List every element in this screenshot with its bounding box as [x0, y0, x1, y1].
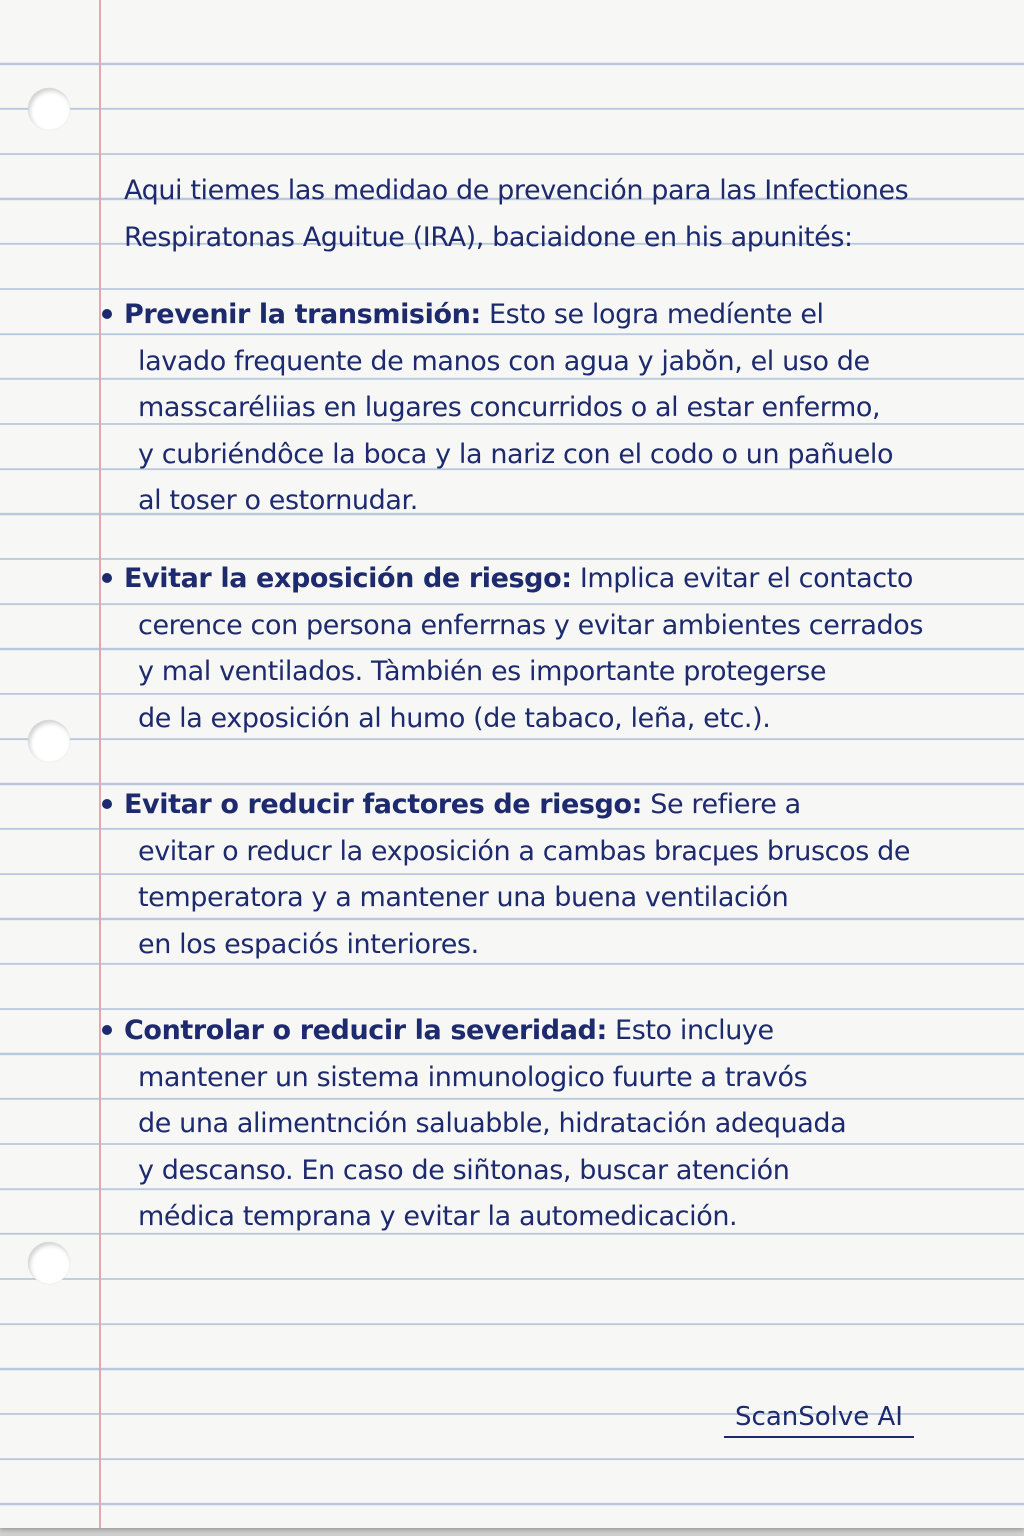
bullet-line: y mal ventilados. Tàmbién es importante protegerse — [138, 656, 827, 687]
bullet-dot-icon — [102, 799, 112, 809]
signature: ScanSolve AI — [724, 1402, 914, 1438]
bullet-text: Se refiere a — [650, 789, 801, 820]
bullet-lead: Prevenir la transmisión: — [124, 299, 481, 330]
bullet-line: médica temprana y evitar la automedicación. — [138, 1201, 738, 1232]
bullet-line: mantener un sistema inmunologico fuurte a travós — [138, 1061, 808, 1093]
bullet-text: Implica evitar el contacto — [579, 563, 913, 594]
bullet-first-line — [92, 292, 972, 339]
bullet-line: al toser o estornudar. — [138, 485, 418, 516]
bullet-first-line — [92, 1008, 972, 1055]
intro-line: Respiratonas Aguitue (IRA), baciaidone en his apunités: — [124, 221, 853, 253]
bullet-item-factores-riesgo — [92, 782, 972, 968]
bullet-lead: Controlar o reducir la severidad: — [124, 1015, 607, 1046]
margin-line — [99, 0, 101, 1528]
bullet-line: cerence con persona enferrnas y evitar ambientes cerrados — [138, 609, 924, 641]
bullet-line: y descanso. En caso de siñtonas, buscar atención — [138, 1154, 790, 1186]
bullet-text: Esto incluye — [615, 1015, 774, 1046]
bullet-line: temperatora y a mantener una buena ventilación — [138, 882, 789, 913]
bullet-line: lavado frequente de manos con agua y jabŏn, el uso de — [138, 345, 870, 377]
bullet-line: y cubriéndôce la boca y la nariz con el codo o un pañuelo — [138, 438, 894, 470]
bullet-dot-icon — [102, 1025, 112, 1035]
bullet-dot-icon — [102, 573, 112, 583]
bullet-line: masscaréliias en lugares concurridos o al estar enfermo, — [138, 392, 881, 423]
bullet-item-controlar-severidad — [92, 1008, 972, 1241]
bullet-lead: Evitar o reducir factores de riesgo: — [124, 789, 643, 820]
bullet-item-evitar-exposicion — [92, 556, 972, 742]
bullet-text: Esto se logra medíente el — [489, 299, 824, 330]
punch-hole — [28, 720, 70, 762]
bullet-line: en los espaciós interiores. — [138, 928, 479, 960]
intro-line: Aqui tiemes las medidao de prevención para las Infectiones — [124, 175, 909, 206]
bullet-first-line — [92, 556, 972, 603]
bullet-lead: Evitar la exposición de riesgo: — [124, 563, 572, 594]
bullet-item-prevenir-transmision — [92, 292, 972, 525]
bullet-line: evitar o reducr la exposición a cambas bracµes bruscos de — [138, 835, 911, 867]
intro-paragraph — [124, 168, 964, 261]
punch-hole — [28, 1242, 70, 1284]
bullet-dot-icon — [102, 309, 112, 319]
punch-hole — [28, 88, 70, 130]
bullet-first-line — [92, 782, 972, 829]
bullet-line: de la exposición al humo (de tabaco, leña, etc.). — [138, 702, 771, 734]
bullet-line: de una alimentnción saluabble, hidratación adequada — [138, 1108, 847, 1139]
